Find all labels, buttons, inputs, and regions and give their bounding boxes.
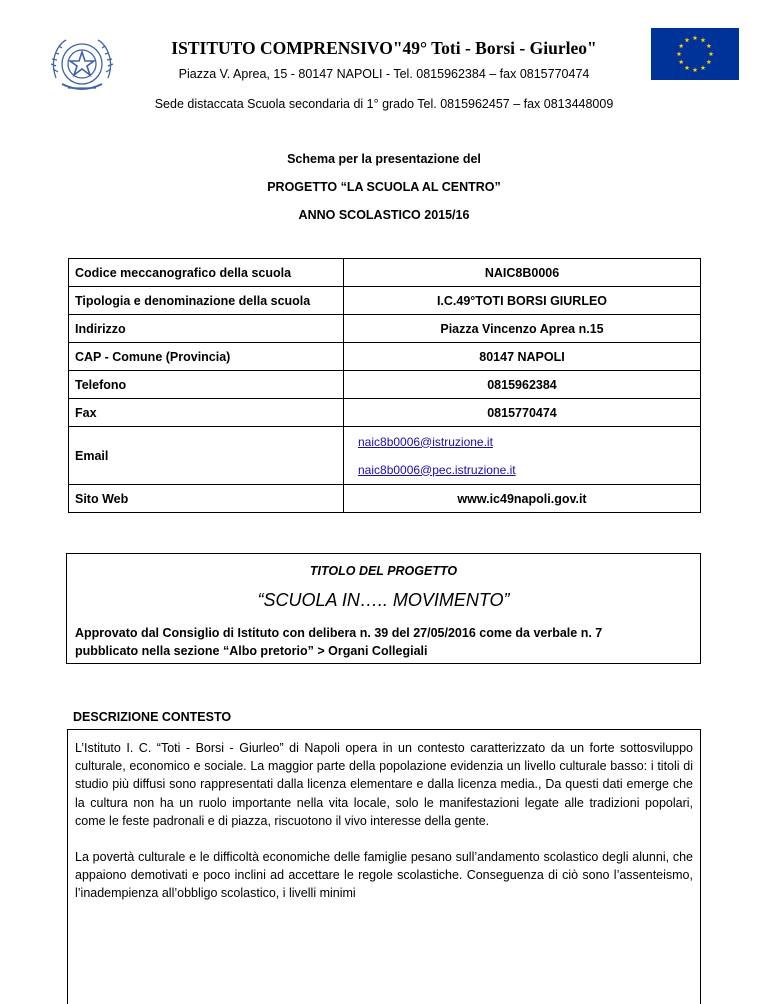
project-heading: PROGETTO “LA SCUOLA AL CENTRO”	[267, 180, 501, 194]
table-row	[69, 259, 701, 287]
italian-republic-emblem-icon	[46, 28, 118, 100]
project-title: “SCUOLA IN….. MOVIMENTO”	[257, 590, 510, 610]
email-values	[344, 427, 701, 485]
context-paragraph: La povertà culturale e le difficoltà economiche delle famiglie pesano sull’andamento scolastico degli alunni, che appaiono demotivati e poco inclini ad accettare le regole scolastiche. Conseguenza di ciò sono l’assenteismo, l’inadempienza all’obbligo scolastico, i livelli minimi	[75, 850, 693, 901]
row-value: 0815962384	[344, 371, 701, 399]
row-value: I.C.49°TOTI BORSI GIURLEO	[344, 287, 701, 315]
row-value: NAIC8B0006	[344, 259, 701, 287]
row-label: Codice meccanografico della scuola	[69, 259, 344, 287]
table-row	[69, 485, 701, 513]
website-value: www.ic49napoli.gov.it	[344, 485, 701, 513]
table-row	[69, 371, 701, 399]
row-value: 80147 NAPOLI	[344, 343, 701, 371]
row-value: 0815770474	[344, 399, 701, 427]
context-heading: DESCRIZIONE CONTESTO	[73, 710, 232, 724]
approval-line: pubblicato nella sezione “Albo pretorio” > Organi Collegiali	[75, 644, 428, 658]
row-label: CAP - Comune (Provincia)	[69, 343, 344, 371]
approval-note	[75, 624, 692, 660]
row-label: Telefono	[69, 371, 344, 399]
project-title-box	[66, 553, 701, 664]
project-title-label: TITOLO DEL PROGETTO	[309, 564, 458, 578]
approval-line: Approvato dal Consiglio di Istituto con delibera n. 39 del 27/05/2016 come da verbale n. 7	[75, 626, 603, 640]
table-row	[69, 287, 701, 315]
website-label: Sito Web	[69, 485, 344, 513]
pec-email-link[interactable]: naic8b0006@pec.istruzione.it	[358, 462, 516, 477]
table-row	[69, 315, 701, 343]
context-paragraph: L’Istituto I. C. “Toti - Borsi - Giurleo” di Napoli opera in un contesto caratterizzato da un forte sottosviluppo culturale, economico e sociale. La maggior parte della popolazione evidenzia un livello culturale basso: i titoli di studio più diffusi sono rappresentati dalla licenza elementare e dalla licenza media., Da questi dati emerge che la cultura non ha un ruolo importante nella vita locale, solo le manifestazioni legate alle tradizioni popolari, come le feste padronali e di piazza, riscuotono il vivo interesse della gente.	[75, 741, 693, 828]
school-address: Piazza V. Aprea, 15 - 80147 NAPOLI - Tel. 0815962384 – fax 0815770474	[178, 67, 590, 81]
branch-info: Sede distaccata Scuola secondaria di 1° grado Tel. 0815962457 – fax 0813448009	[154, 97, 614, 111]
context-description-box	[67, 729, 701, 1004]
schema-heading: Schema per la presentazione del	[287, 152, 481, 166]
school-info-table	[68, 258, 701, 513]
table-row	[69, 343, 701, 371]
row-label: Tipologia e denominazione della scuola	[69, 287, 344, 315]
school-name: ISTITUTO COMPRENSIVO"49° Toti - Borsi - Giurleo"	[171, 38, 597, 58]
school-year-heading: ANNO SCOLASTICO 2015/16	[298, 208, 470, 222]
row-value: Piazza Vincenzo Aprea n.15	[344, 315, 701, 343]
table-row	[69, 399, 701, 427]
email-label: Email	[69, 427, 344, 485]
row-label: Indirizzo	[69, 315, 344, 343]
table-row	[69, 427, 701, 485]
row-label: Fax	[69, 399, 344, 427]
email-link[interactable]: naic8b0006@istruzione.it	[358, 434, 493, 449]
